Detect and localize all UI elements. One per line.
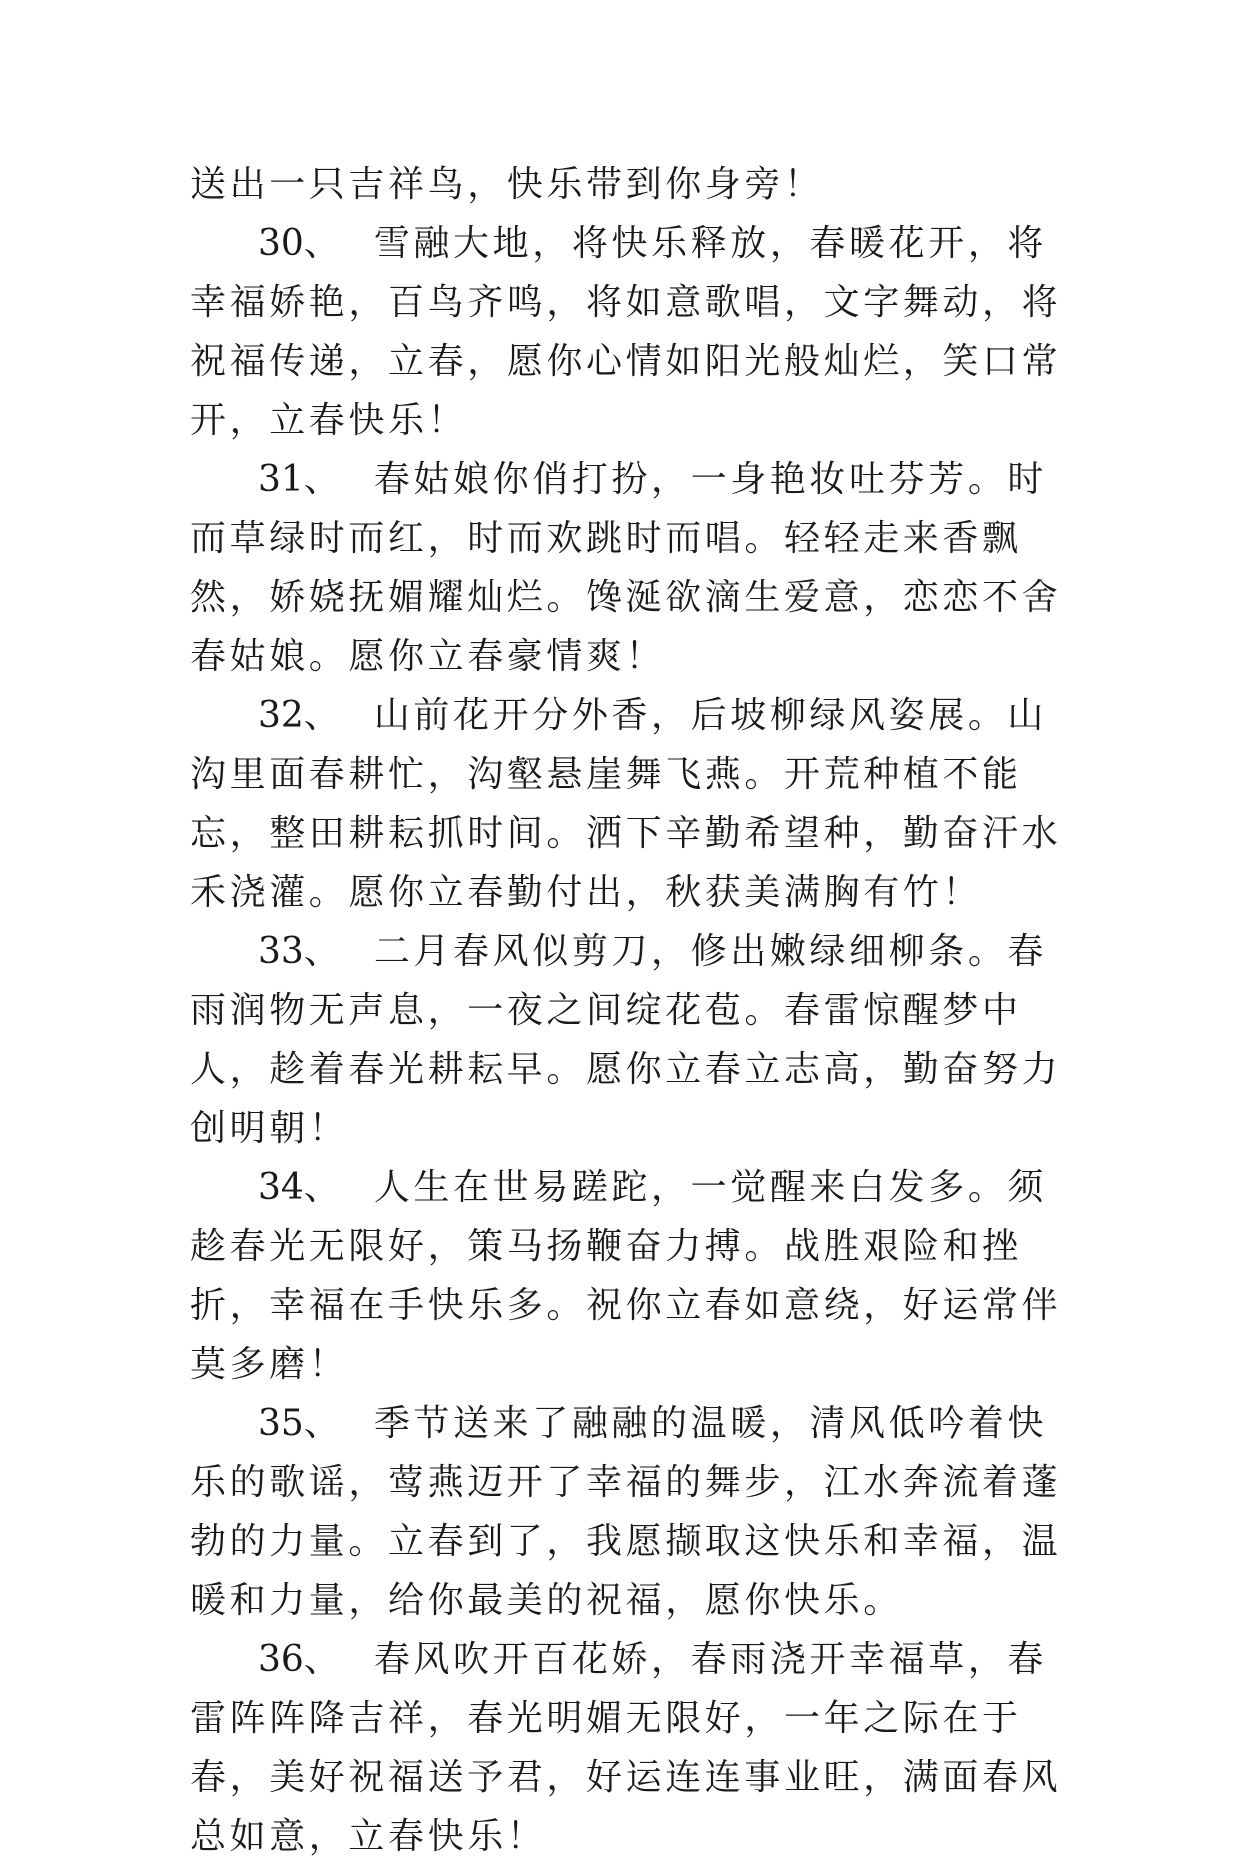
paragraph-number: 34、 (258, 1167, 340, 1208)
paragraph-36 (190, 1630, 1070, 1866)
paragraph-number: 36、 (258, 1639, 340, 1680)
paragraph-31 (190, 450, 1070, 686)
paragraph-number: 33、 (258, 931, 340, 972)
paragraph-number: 31、 (258, 459, 340, 500)
paragraph-32 (190, 686, 1070, 922)
paragraph-text: 送出一只吉祥鸟，快乐带到你身旁！ (190, 164, 824, 205)
paragraph-text: 二月春风似剪刀，修出嫩绿细柳条。春雨润物无声息，一夜之间绽花苞。春雷惊醒梦中人，趁着春光耕耘早。愿你立春立志高，勤奋努力创明朝！ (190, 931, 1062, 1149)
paragraph-35 (190, 1394, 1070, 1630)
paragraph-number: 35、 (258, 1403, 340, 1444)
paragraph-text: 春姑娘你俏打扮，一身艳妆吐芬芳。时而草绿时而红，时而欢跳时而唱。轻轻走来香飘然，娇娆抚媚耀灿烂。馋涎欲滴生爱意，恋恋不舍春姑娘。愿你立春豪情爽！ (190, 459, 1062, 677)
paragraph-number: 32、 (258, 695, 340, 736)
paragraph-text: 山前花开分外香，后坡柳绿风姿展。山沟里面春耕忙，沟壑悬崖舞飞燕。开荒种植不能忘，整田耕耘抓时间。洒下辛勤希望种，勤奋汗水禾浇灌。愿你立春勤付出，秋获美满胸有竹！ (190, 695, 1062, 913)
paragraph-33 (190, 922, 1070, 1158)
paragraph-text: 季节送来了融融的温暖，清风低吟着快乐的歌谣，莺燕迈开了幸福的舞步，江水奔流着蓬勃的力量。立春到了，我愿撷取这快乐和幸福，温暖和力量，给你最美的祝福，愿你快乐。 (190, 1403, 1062, 1621)
paragraph-number: 30、 (258, 223, 340, 264)
document-body (190, 155, 1070, 1866)
paragraph-34 (190, 1158, 1070, 1394)
paragraph-continuation (190, 155, 1070, 214)
paragraph-text: 雪融大地，将快乐释放，春暖花开，将幸福娇艳，百鸟齐鸣，将如意歌唱，文字舞动，将祝福传递，立春，愿你心情如阳光般灿烂，笑口常开，立春快乐！ (190, 223, 1062, 441)
paragraph-30 (190, 214, 1070, 450)
paragraph-text: 春风吹开百花娇，春雨浇开幸福草，春雷阵阵降吉祥，春光明媚无限好，一年之际在于春，美好祝福送予君，好运连连事业旺，满面春风总如意，立春快乐！ (190, 1639, 1062, 1857)
paragraph-text: 人生在世易蹉跎，一觉醒来白发多。须趁春光无限好，策马扬鞭奋力搏。战胜艰险和挫折，幸福在手快乐多。祝你立春如意绕，好运常伴莫多磨！ (190, 1167, 1062, 1385)
